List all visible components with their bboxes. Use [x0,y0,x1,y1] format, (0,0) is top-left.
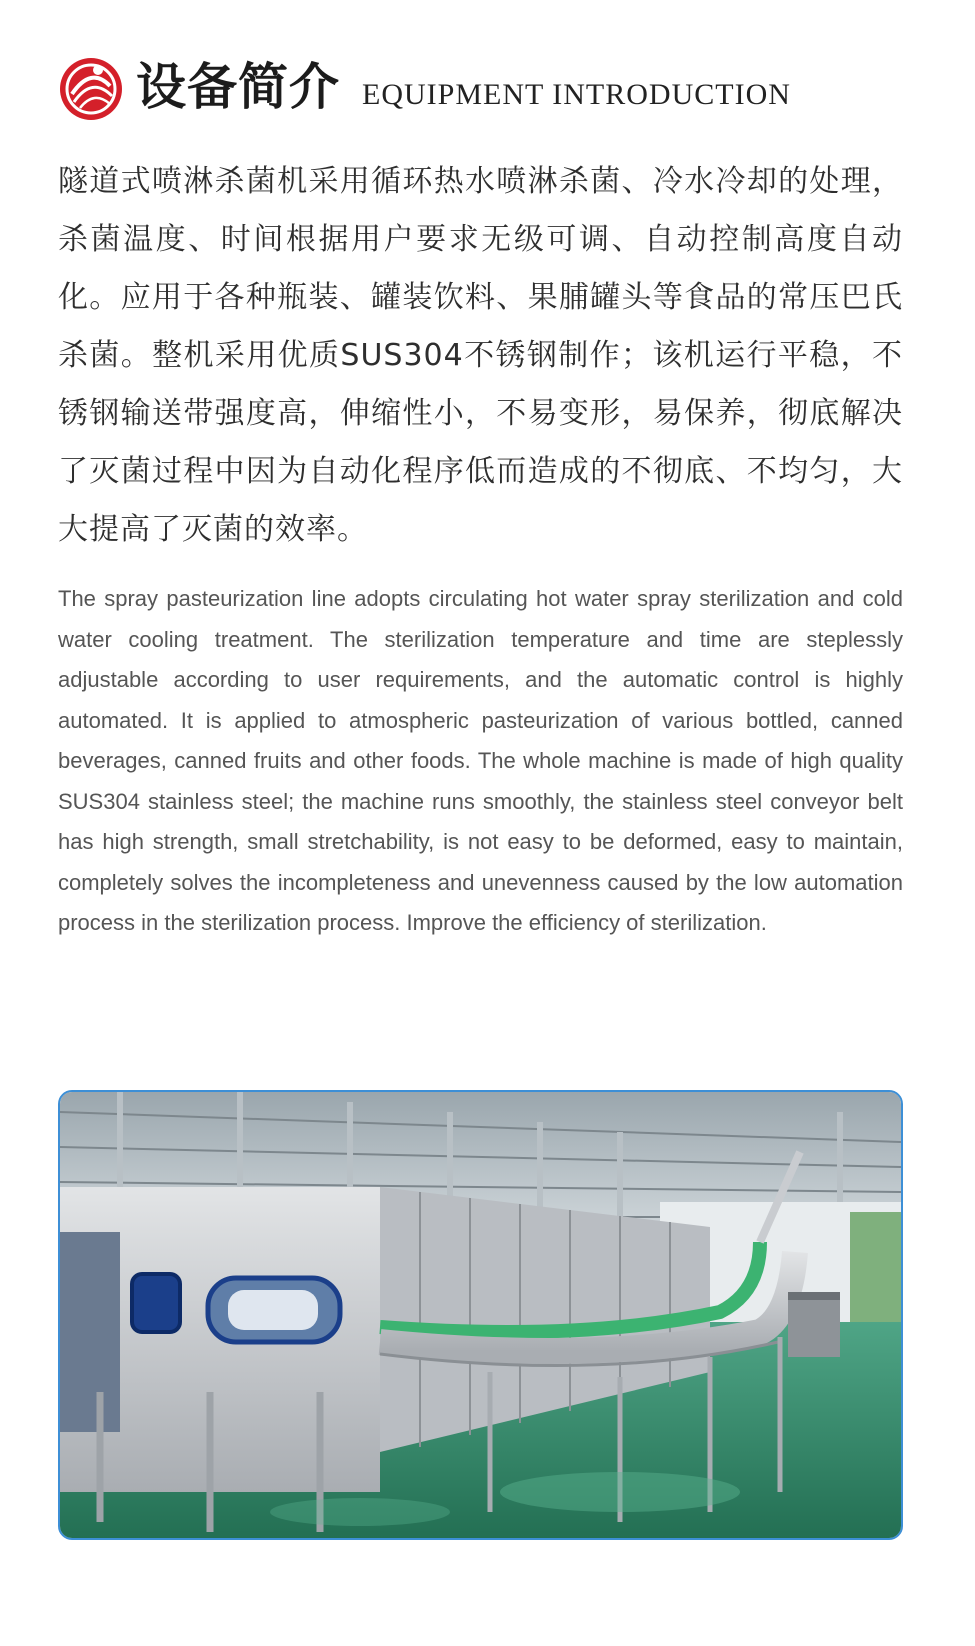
page-subtitle: EQUIPMENT INTRODUCTION [362,78,791,111]
equipment-photo [58,1090,903,1540]
description-english: The spray pasteurization line adopts circulating hot water spray sterilization and cold water cooling treatment. The sterilization temperature and time are steplessly adjustable according to user requirements, and the automatic control is highly automated. It is applied to atmospheric pasteurization of various bottled, canned beverages, canned fruits and other foods. The whole machine is made of high quality SUS304 stainless steel; the machine runs smoothly, the stainless steel conveyor belt has high strength, small stretchability, is not easy to be deformed, easy to maintain, completely solves the incompleteness and unevenness caused by the low automation process in the sterilization process. Improve the efficiency of sterilization. [58,586,903,935]
page-title: 设备简介 [136,58,340,116]
header [58,50,918,120]
description-chinese: 隧道式喷淋杀菌机采用循环热水喷淋杀菌、冷水冷却的处理，杀菌温度、时间根据用户要求无级可调、自动控制高度自动化。应用于各种瓶装、罐装饮料、果脯罐头等食品的常压巴氏杀菌。整机采用优质SUS304不锈钢制作；该机运行平稳，不锈钢输送带强度高，伸缩性小，不易变形，易保养，彻底解决了灭菌过程中因为自动化程序低而造成的不彻底、不均匀，大大提高了灭菌的效率。 [58,164,903,547]
red-circular-emblem-icon [58,56,124,122]
